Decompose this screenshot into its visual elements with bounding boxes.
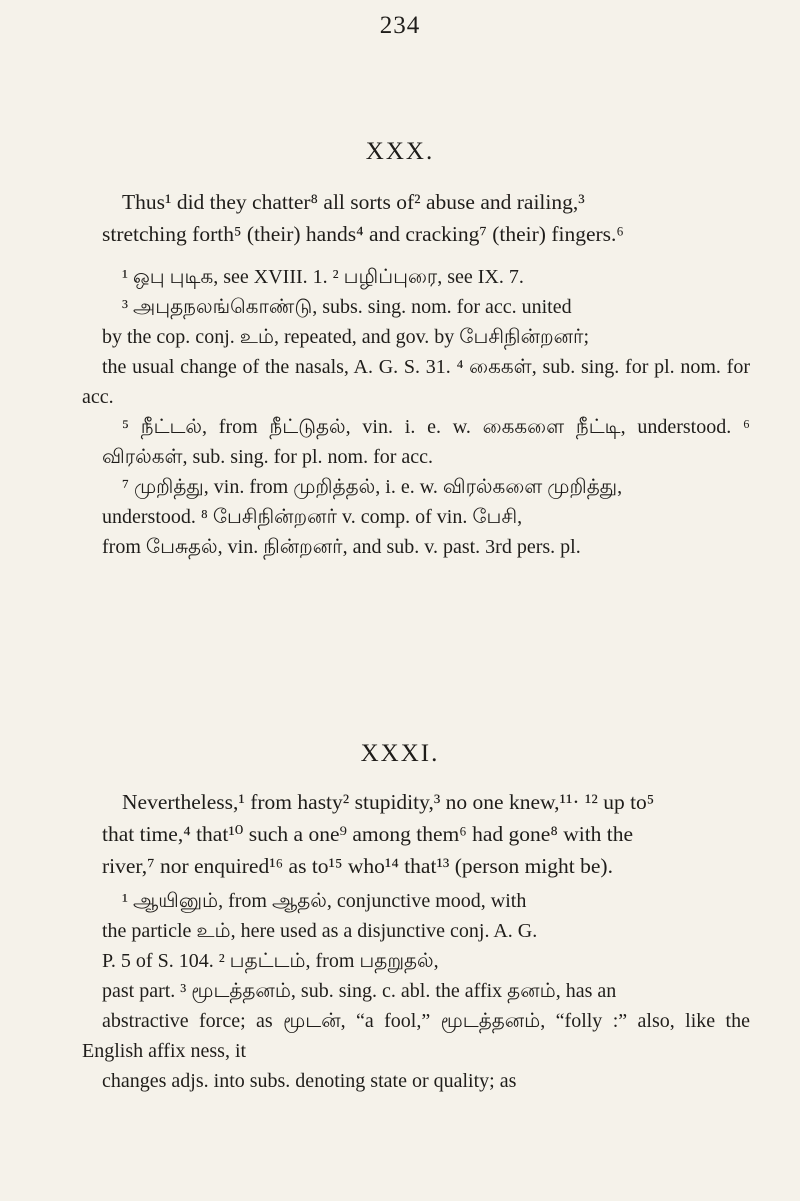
- note-line: by the cop. conj. உம், repeated, and gov. by பேசிநின்றனர்;: [102, 326, 590, 348]
- note-line: ³ அபுதநலங்கொண்டு, subs. sing. nom. for acc. united: [122, 296, 572, 318]
- translation-xxxi: [102, 786, 750, 882]
- note-line: the usual change of the nasals, A. G. S. 31. ⁴ கைகள், sub. sing. for pl. nom. for acc.: [82, 356, 750, 408]
- section-heading-xxx: XXX.: [365, 138, 435, 165]
- notes-xxxi: [82, 886, 750, 1096]
- section-heading-xxxi: XXXI.: [360, 740, 440, 767]
- note-line: ⁷ முறித்து, vin. from முறித்தல், i. e. w. விரல்களை முறித்து,: [122, 476, 623, 498]
- note-line: ⁵ நீட்டல், from நீட்டுதல், vin. i. e. w. கைகளை நீட்டி, understood. ⁶ விரல்கள், sub. sing. for pl. nom. for acc.: [102, 416, 750, 468]
- note-line: P. 5 of S. 104. ² பதட்டம், from பதறுதல்,: [102, 950, 439, 972]
- notes-xxx: [82, 262, 750, 562]
- translation-line: Thus¹ did they chatter⁸ all sorts of² abuse and railing,³: [122, 190, 585, 214]
- note-line: ¹ ஆயினும், from ஆதல், conjunctive mood, with: [122, 890, 527, 912]
- note-line: from பேசுதல், vin. நின்றனர், and sub. v. past. 3rd pers. pl.: [102, 536, 581, 558]
- note-line: the particle உம், here used as a disjunctive conj. A. G.: [102, 920, 538, 942]
- translation-line: that time,⁴ that¹⁰ such a one⁹ among them⁶ had gone⁸ with the: [102, 822, 634, 846]
- translation-xxx: [102, 186, 750, 250]
- page-number: 234: [379, 12, 421, 39]
- note-line: ¹ ஒபு புடிக, see XVIII. 1. ² பழிப்புரை, see IX. 7.: [122, 266, 524, 288]
- note-line: abstractive force; as மூடன், “a fool,” மூடத்தனம், “folly :” also, like the English affix ness, it: [82, 1010, 750, 1062]
- note-line: understood. ⁸ பேசிநின்றனர் v. comp. of vin. பேசி,: [102, 506, 523, 528]
- translation-line: Nevertheless,¹ from hasty² stupidity,³ no one knew,¹¹· ¹² up to⁵: [122, 790, 655, 814]
- translation-line: stretching forth⁵ (their) hands⁴ and cracking⁷ (their) fingers.⁶: [102, 222, 624, 246]
- note-line: changes adjs. into subs. denoting state or quality; as: [102, 1070, 517, 1092]
- note-line: past part. ³ மூடத்தனம், sub. sing. c. abl. the affix தனம், has an: [102, 980, 617, 1002]
- translation-line: river,⁷ nor enquired¹⁶ as to¹⁵ who¹⁴ that¹³ (person might be).: [102, 854, 613, 878]
